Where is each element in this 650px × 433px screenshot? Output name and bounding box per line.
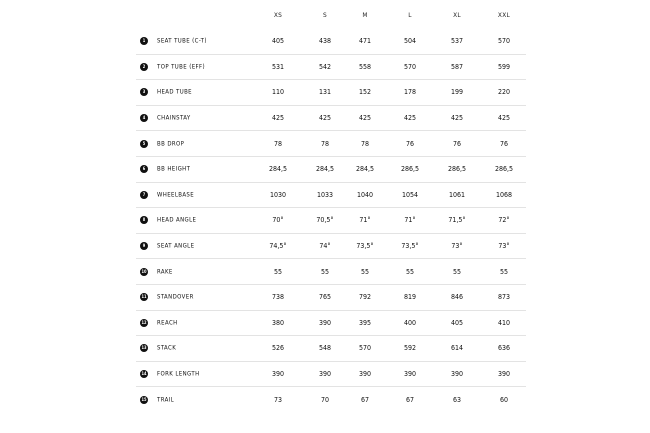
table-row xyxy=(136,54,526,80)
row-number-badge: 8 xyxy=(140,216,148,224)
table-cell: 110 xyxy=(271,88,285,97)
size-header-s: S xyxy=(322,11,327,19)
table-cell: 55 xyxy=(360,267,369,276)
table-cell: 587 xyxy=(450,62,464,71)
row-number-badge: 15 xyxy=(141,396,147,402)
table-row xyxy=(136,105,526,131)
table-cell: 71° xyxy=(359,216,371,225)
row-label: SEAT TUBE (C-T) xyxy=(157,37,207,45)
row-number-badge: 14 xyxy=(141,371,147,377)
table-cell: 284,5 xyxy=(355,165,375,174)
table-cell: 390 xyxy=(318,318,332,327)
table-cell: 199 xyxy=(450,88,464,97)
table-cell: 526 xyxy=(271,344,285,353)
table-cell: 55 xyxy=(405,267,414,276)
row-number-badge: 9 xyxy=(140,242,148,250)
row-number-badge: 13 xyxy=(141,345,147,351)
table-cell: 284,5 xyxy=(268,165,288,174)
table-cell: 425 xyxy=(497,114,511,123)
table-cell: 570 xyxy=(497,36,511,45)
row-number-badge: 10 xyxy=(141,268,147,274)
table-cell: 390 xyxy=(403,370,417,379)
table-row xyxy=(136,79,526,105)
table-cell: 425 xyxy=(450,114,464,123)
table-cell: 286,5 xyxy=(494,165,514,174)
table-cell: 60 xyxy=(499,395,508,404)
table-cell: 67 xyxy=(360,395,369,404)
row-number-badge: 3 xyxy=(140,88,148,96)
table-row xyxy=(136,335,526,361)
row-label: RAKE xyxy=(157,268,173,276)
row-label: BB DROP xyxy=(157,140,185,148)
table-cell: 131 xyxy=(318,88,332,97)
geometry-table xyxy=(136,0,526,412)
table-cell: 78 xyxy=(273,139,282,148)
table-cell: 405 xyxy=(450,318,464,327)
table-cell: 537 xyxy=(450,36,464,45)
table-cell: 425 xyxy=(318,114,332,123)
table-cell: 599 xyxy=(497,62,511,71)
row-label: TRAIL xyxy=(157,396,175,404)
table-cell: 286,5 xyxy=(400,165,420,174)
table-cell: 542 xyxy=(318,62,332,71)
table-cell: 71,5° xyxy=(448,216,466,225)
table-cell: 1030 xyxy=(269,190,287,199)
table-cell: 286,5 xyxy=(447,165,467,174)
table-cell: 1033 xyxy=(316,190,334,199)
size-header-xxl: XXL xyxy=(497,11,511,19)
table-cell: 558 xyxy=(358,62,372,71)
table-cell: 614 xyxy=(450,344,464,353)
table-cell: 74° xyxy=(319,242,331,251)
table-cell: 380 xyxy=(271,318,285,327)
table-cell: 70 xyxy=(320,395,329,404)
table-cell: 390 xyxy=(271,370,285,379)
row-label: WHEELBASE xyxy=(157,191,195,199)
table-row xyxy=(136,310,526,336)
table-cell: 73° xyxy=(498,242,510,251)
table-row xyxy=(136,28,526,54)
table-cell: 72° xyxy=(498,216,510,225)
row-number-badge: 12 xyxy=(141,319,147,325)
row-number-badge: 6 xyxy=(140,165,148,173)
table-cell: 76 xyxy=(499,139,508,148)
row-number-badge: 7 xyxy=(140,191,148,199)
table-cell: 152 xyxy=(358,88,372,97)
row-number-badge: 1 xyxy=(140,37,148,45)
table-cell: 73 xyxy=(273,395,282,404)
table-row xyxy=(136,207,526,233)
table-cell: 70,5° xyxy=(316,216,334,225)
table-cell: 1061 xyxy=(448,190,466,199)
table-cell: 284,5 xyxy=(315,165,335,174)
table-cell: 425 xyxy=(358,114,372,123)
table-cell: 73° xyxy=(451,242,463,251)
table-row xyxy=(136,258,526,284)
table-cell: 548 xyxy=(318,344,332,353)
table-cell: 63 xyxy=(452,395,461,404)
table-row xyxy=(136,156,526,182)
row-number-badge: 5 xyxy=(140,140,148,148)
geometry-rows xyxy=(136,28,526,412)
table-cell: 55 xyxy=(320,267,329,276)
row-number-badge: 11 xyxy=(141,294,147,300)
row-label: FORK LENGTH xyxy=(157,370,200,378)
table-row xyxy=(136,284,526,310)
table-cell: 400 xyxy=(403,318,417,327)
table-cell: 70° xyxy=(272,216,284,225)
table-cell: 438 xyxy=(318,36,332,45)
table-row xyxy=(136,182,526,208)
table-cell: 570 xyxy=(403,62,417,71)
row-label: TOP TUBE (EFF) xyxy=(157,63,206,71)
row-label: HEAD ANGLE xyxy=(157,216,197,224)
row-label: STACK xyxy=(157,344,177,352)
row-label: BB HEIGHT xyxy=(157,165,191,173)
table-cell: 636 xyxy=(497,344,511,353)
table-cell: 873 xyxy=(497,293,511,302)
table-cell: 395 xyxy=(358,318,372,327)
row-label: REACH xyxy=(157,319,178,327)
table-row xyxy=(136,233,526,259)
table-cell: 738 xyxy=(271,293,285,302)
table-cell: 390 xyxy=(450,370,464,379)
table-cell: 178 xyxy=(403,88,417,97)
table-cell: 55 xyxy=(452,267,461,276)
table-cell: 67 xyxy=(405,395,414,404)
table-cell: 819 xyxy=(403,293,417,302)
table-cell: 504 xyxy=(403,36,417,45)
table-cell: 390 xyxy=(497,370,511,379)
table-cell: 73,5° xyxy=(401,242,419,251)
table-cell: 78 xyxy=(360,139,369,148)
table-cell: 390 xyxy=(358,370,372,379)
size-header-row xyxy=(136,0,526,28)
table-cell: 471 xyxy=(358,36,372,45)
row-label: HEAD TUBE xyxy=(157,88,192,96)
table-cell: 74,5° xyxy=(269,242,287,251)
table-cell: 76 xyxy=(452,139,461,148)
size-header-l: L xyxy=(408,11,412,19)
table-cell: 78 xyxy=(320,139,329,148)
table-cell: 410 xyxy=(497,318,511,327)
table-row xyxy=(136,361,526,387)
row-label: CHAINSTAY xyxy=(157,114,191,122)
row-number-badge: 2 xyxy=(140,63,148,71)
table-cell: 71° xyxy=(404,216,416,225)
table-cell: 55 xyxy=(499,267,508,276)
table-cell: 405 xyxy=(271,36,285,45)
table-cell: 592 xyxy=(403,344,417,353)
table-cell: 73,5° xyxy=(356,242,374,251)
table-cell: 76 xyxy=(405,139,414,148)
table-cell: 846 xyxy=(450,293,464,302)
table-cell: 425 xyxy=(403,114,417,123)
table-cell: 390 xyxy=(318,370,332,379)
table-row xyxy=(136,130,526,156)
row-label: SEAT ANGLE xyxy=(157,242,195,250)
table-cell: 55 xyxy=(273,267,282,276)
table-cell: 220 xyxy=(497,88,511,97)
table-cell: 570 xyxy=(358,344,372,353)
table-cell: 531 xyxy=(271,62,285,71)
row-label: STANDOVER xyxy=(157,293,194,301)
table-cell: 765 xyxy=(318,293,332,302)
table-cell: 792 xyxy=(358,293,372,302)
size-header-xs: XS xyxy=(273,11,283,19)
table-cell: 425 xyxy=(271,114,285,123)
size-header-m: M xyxy=(362,11,368,19)
size-header-xl: XL xyxy=(453,11,461,19)
row-number-badge: 4 xyxy=(140,114,148,122)
table-row xyxy=(136,386,526,412)
table-cell: 1068 xyxy=(495,190,513,199)
table-cell: 1054 xyxy=(401,190,419,199)
table-cell: 1040 xyxy=(356,190,374,199)
